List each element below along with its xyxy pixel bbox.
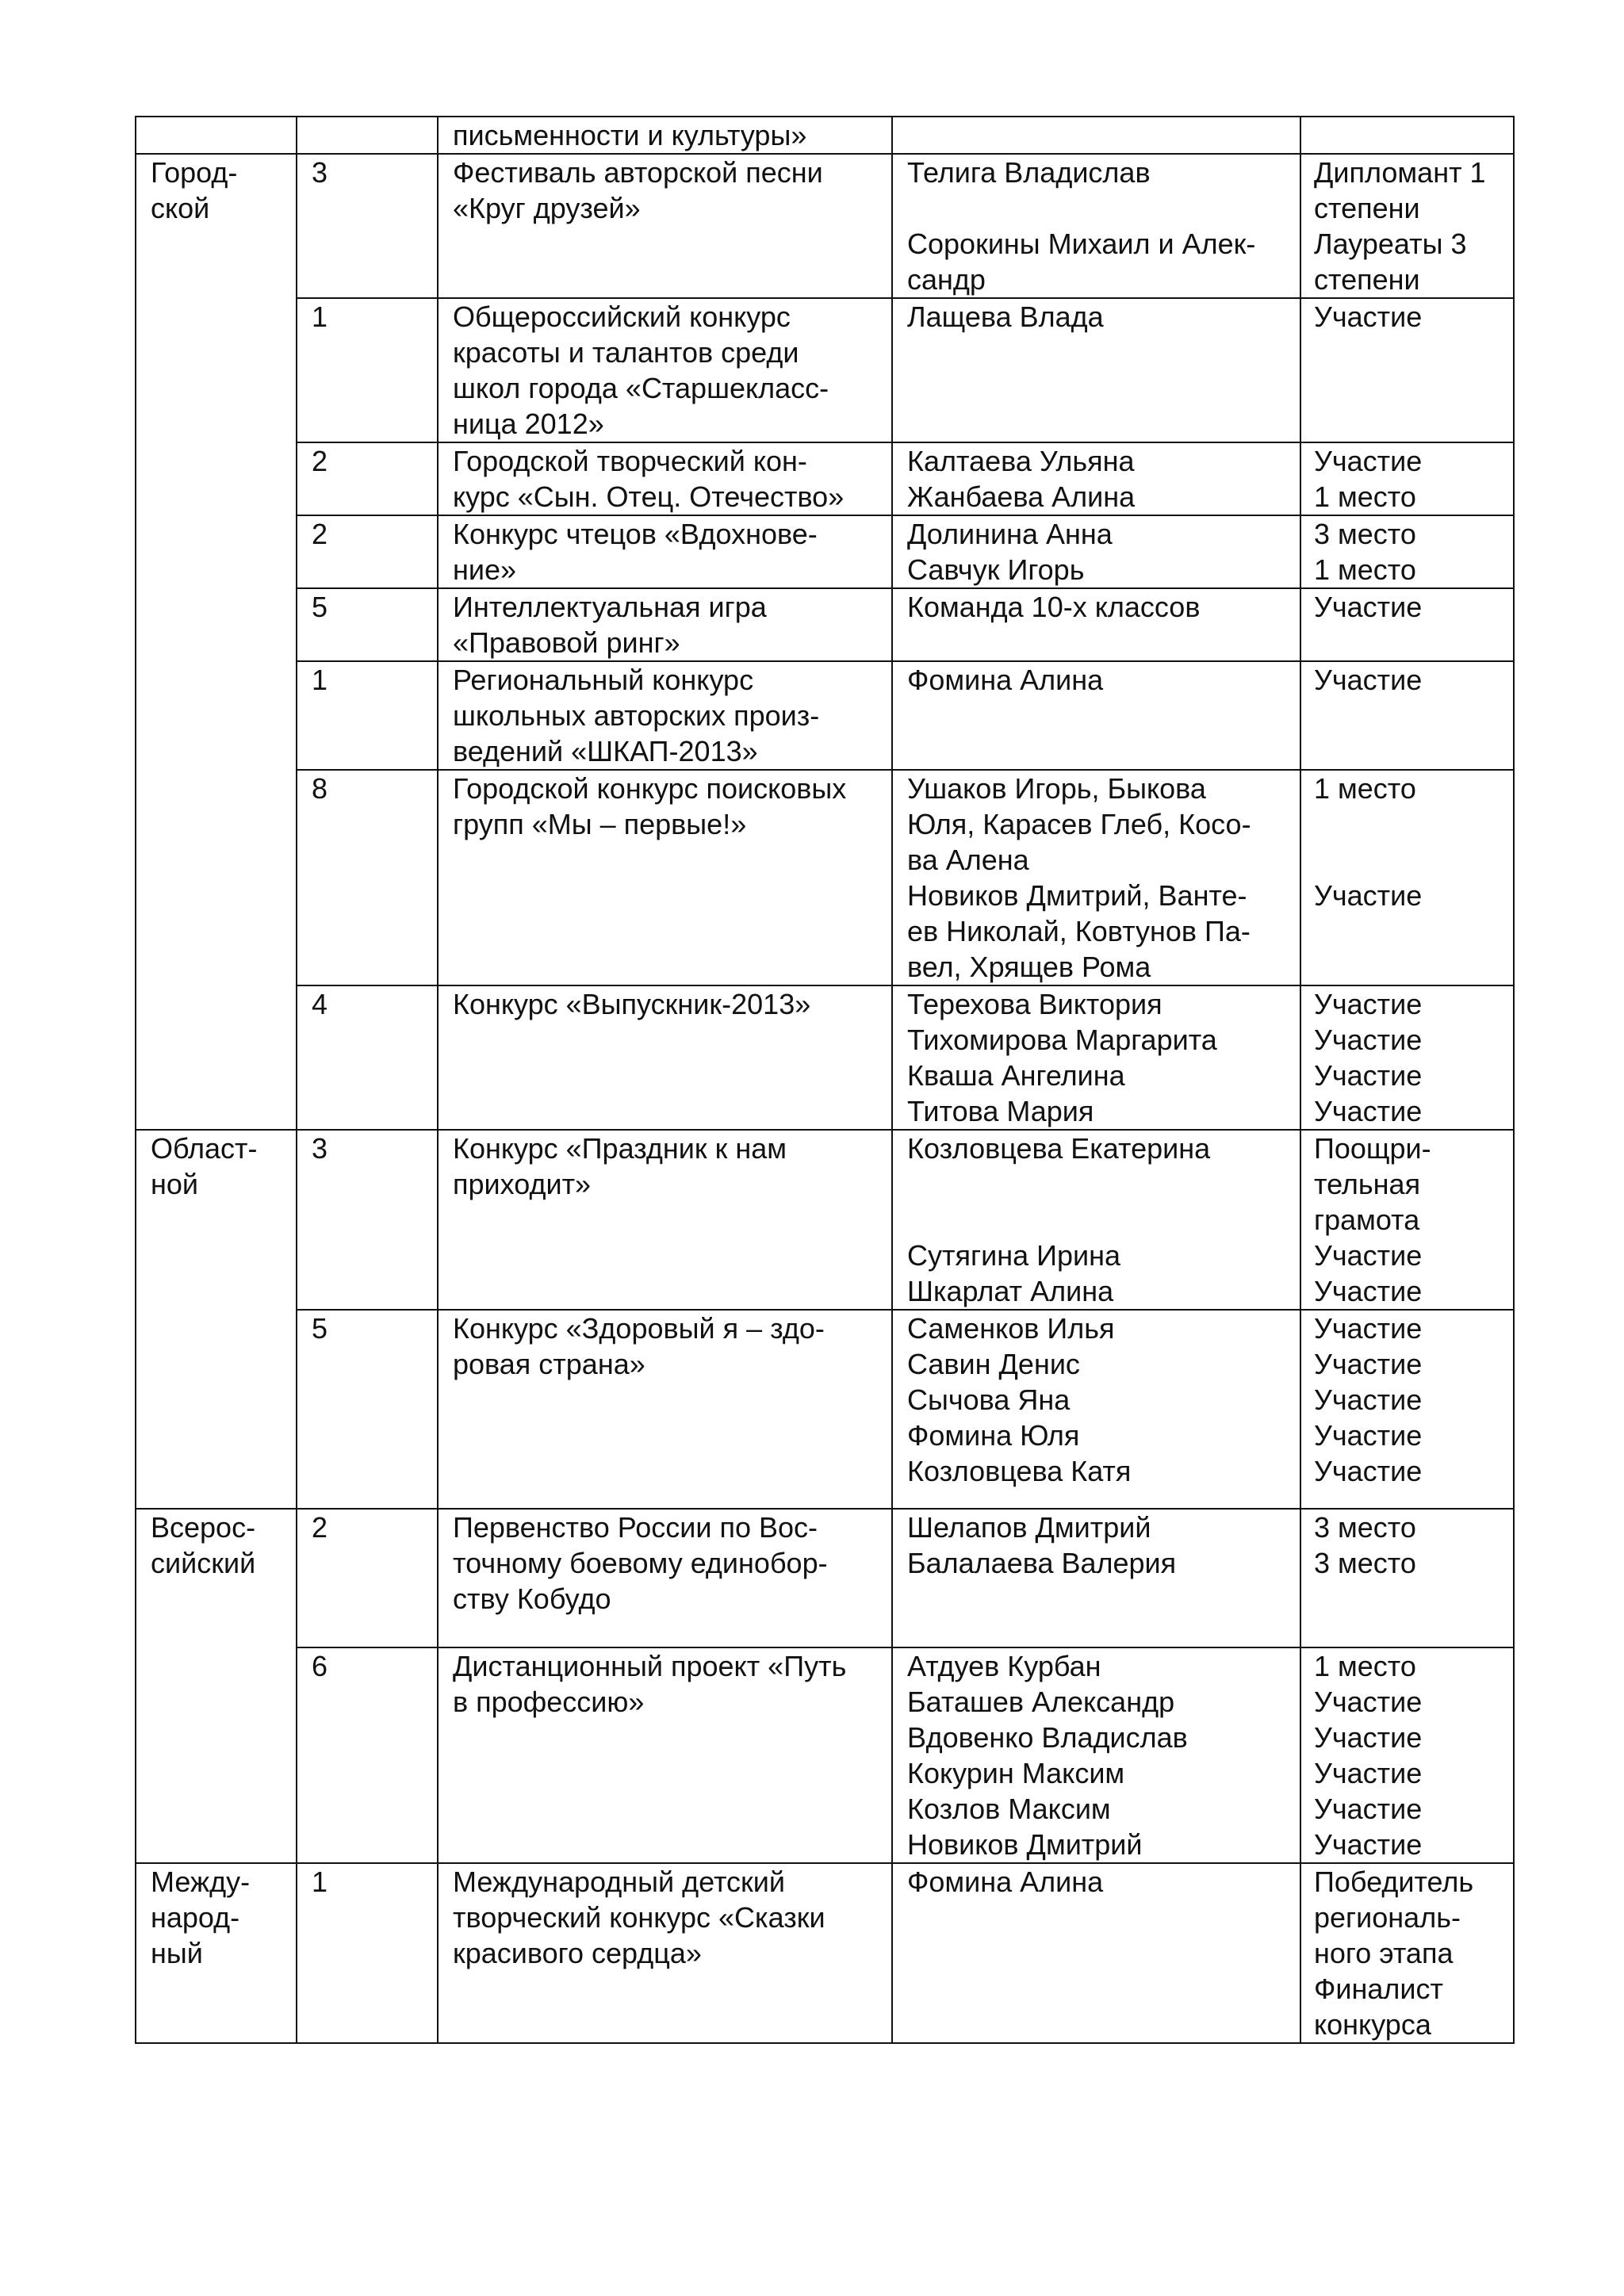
cell-line: тельная [1314,1168,1421,1200]
event-name-cell [438,1310,892,1509]
cell-line: Первенство России по Вос- [453,1511,818,1544]
table-row [136,442,1514,515]
cell-line: степени [1314,192,1420,224]
count-cell [297,515,438,588]
cell-line: Фомина Юля [907,1419,1080,1452]
cell-line: ской [151,192,210,224]
participants-cell [892,661,1300,770]
participant-count: 4 [312,988,328,1020]
cell-line: Участие [1314,445,1423,477]
event-name-cell [438,117,892,154]
cell-line: Участие [1314,1348,1423,1380]
cell-line: ев Николай, Ковтунов Па- [907,915,1251,947]
cell-line: ровая страна» [453,1348,645,1380]
cell-line: в профессию» [453,1686,645,1718]
event-name-cell [438,770,892,985]
participants-cell [892,154,1300,298]
result-cell [1300,1310,1514,1509]
cell-line [907,1166,1293,1202]
cell-line: Участие [1314,1275,1423,1307]
table-row [136,515,1514,588]
cell-line [907,1202,1293,1238]
table-row [136,1509,1514,1647]
participant-count: 1 [312,1866,328,1898]
cell-line: Лащева Влада [907,300,1104,333]
participant-count: 5 [312,591,328,623]
cell-line: региональ- [1314,1901,1461,1934]
participant-count: 1 [312,300,328,333]
cell-line: «Круг друзей» [453,192,641,224]
count-cell [297,442,438,515]
cell-line [1314,842,1507,878]
cell-line: 3 место [1314,1511,1416,1544]
cell-line: Долинина Анна [907,518,1113,550]
table-row [136,1863,1514,2043]
cell-line: Сутягина Ирина [907,1239,1121,1272]
cell-line: грамота [1314,1203,1420,1236]
cell-line: Калтаева Ульяна [907,445,1135,477]
count-cell [297,117,438,154]
cell-line: Новиков Дмитрий, Ванте- [907,879,1247,912]
cell-line: Козловцева Катя [907,1455,1132,1487]
cell-line: Фомина Алина [907,664,1104,696]
cell-line: творческий конкурс «Сказки [453,1901,825,1934]
cell-line: Общероссийский конкурс [453,300,791,333]
results-table-body [136,117,1514,2043]
cell-line: Сычова Яна [907,1383,1071,1416]
cell-line: Город- [151,156,238,189]
cell-line: сийский [151,1547,256,1579]
cell-line: Терехова Виктория [907,988,1162,1020]
count-cell [297,661,438,770]
cell-line: Поощри- [1314,1132,1431,1165]
cell-line: красивого сердца» [453,1937,702,1969]
count-cell [297,985,438,1130]
cell-line: Сорокины Михаил и Алек- [907,228,1256,260]
cell-line: Участие [1314,1419,1423,1452]
participants-cell [892,298,1300,442]
result-cell [1300,442,1514,515]
cell-line: Лауреаты 3 [1314,228,1467,260]
count-cell [297,298,438,442]
cell-line: Савин Денис [907,1348,1080,1380]
cell-line: Юля, Карасев Глеб, Косо- [907,808,1251,840]
cell-line: Баташев Александр [907,1686,1175,1718]
cell-line: степени [1314,263,1420,296]
participant-count: 2 [312,1511,328,1544]
cell-line: Ушаков Игорь, Быкова [907,772,1206,805]
cell-line: 3 место [1314,518,1416,550]
participant-count: 8 [312,772,328,805]
event-name-cell [438,661,892,770]
cell-line: Участие [1314,1383,1423,1416]
cell-line: Участие [1314,879,1423,912]
cell-line: Участие [1314,1793,1423,1825]
cell-line: Кваша Ангелина [907,1059,1125,1092]
event-name-cell [438,515,892,588]
cell-line: Участие [1314,1757,1423,1789]
cell-line: 1 место [1314,772,1416,805]
count-cell [297,1509,438,1647]
participants-cell [892,515,1300,588]
cell-line: Област- [151,1132,258,1165]
participant-count: 2 [312,518,328,550]
cell-line: Городской творческий кон- [453,445,807,477]
participants-cell [892,588,1300,661]
table-row [136,1310,1514,1509]
count-cell [297,1310,438,1509]
count-cell [297,770,438,985]
result-cell [1300,985,1514,1130]
cell-line: Конкурс «Праздник к нам [453,1132,787,1165]
count-cell [297,588,438,661]
cell-line: письменности и культуры» [453,119,807,151]
cell-line: ница 2012» [453,408,604,440]
table-row [136,1647,1514,1863]
table-row [136,298,1514,442]
result-cell [1300,1130,1514,1310]
level-cell [136,1863,297,2043]
participant-count: 2 [312,445,328,477]
table-row [136,985,1514,1130]
result-cell [1300,515,1514,588]
cell-line: Участие [1314,1721,1423,1754]
event-name-cell [438,1647,892,1863]
cell-line: Козлов Максим [907,1793,1111,1825]
participants-cell [892,770,1300,985]
cell-line: ведений «ШКАП-2013» [453,735,758,767]
cell-line: Атдуев Курбан [907,1650,1101,1682]
cell-line: Шкарлат Алина [907,1275,1114,1307]
cell-line: Участие [1314,300,1423,333]
cell-line: приходит» [453,1168,592,1200]
level-cell [136,154,297,1130]
cell-line: Финалист [1314,1973,1443,2005]
cell-line: Титова Мария [907,1095,1094,1127]
cell-line: 1 место [1314,1650,1416,1682]
cell-line: «Правовой ринг» [453,626,680,659]
participants-cell [892,1130,1300,1310]
level-cell [136,117,297,154]
cell-line: 1 место [1314,480,1416,513]
result-cell [1300,117,1514,154]
table-row [136,1130,1514,1310]
table-row [136,588,1514,661]
cell-line: ние» [453,553,517,586]
cell-line: Участие [1314,1455,1423,1487]
cell-line: Всерос- [151,1511,256,1544]
cell-line: Участие [1314,988,1423,1020]
participant-count: 6 [312,1650,328,1682]
cell-line: Шелапов Дмитрий [907,1511,1151,1544]
participants-cell [892,442,1300,515]
participants-cell [892,1863,1300,2043]
cell-line: сандр [907,263,986,296]
count-cell [297,154,438,298]
participant-count [312,117,431,153]
result-cell [1300,298,1514,442]
event-name-cell [438,442,892,515]
cell-line: Савчук Игорь [907,553,1085,586]
cell-line: ной [151,1168,199,1200]
cell-line: 3 место [1314,1547,1416,1579]
cell-line: Интеллектуальная игра [453,591,767,623]
participants-cell [892,1310,1300,1509]
event-name-cell [438,1509,892,1647]
cell-line: Победитель [1314,1866,1474,1898]
cell-line: Новиков Дмитрий [907,1828,1143,1861]
cell-line: школ города «Старшекласс- [453,372,829,404]
cell-line: школьных авторских произ- [453,699,820,732]
cell-line [1314,806,1507,842]
table-row [136,661,1514,770]
result-cell [1300,770,1514,985]
cell-line: вел, Хрящев Рома [907,951,1151,983]
cell-line: групп «Мы – первые!» [453,808,747,840]
cell-line: Конкурс чтецов «Вдохнове- [453,518,818,550]
event-name-cell [438,154,892,298]
cell-line: Саменков Илья [907,1312,1115,1345]
result-cell [1300,1863,1514,2043]
cell-line: ного этапа [1314,1937,1454,1969]
event-name-cell [438,1130,892,1310]
event-name-cell [438,298,892,442]
cell-line [907,190,1293,226]
cell-line: Тихомирова Маргарита [907,1024,1217,1056]
event-name-cell [438,985,892,1130]
count-cell [297,1647,438,1863]
results-table [135,116,1515,2044]
cell-line: ный [151,1937,203,1969]
cell-line: Участие [1314,1059,1423,1092]
participant-count: 5 [312,1312,328,1345]
cell-line: Фестиваль авторской песни [453,156,823,189]
cell-line: Участие [1314,1024,1423,1056]
cell-line: конкурса [1314,2008,1431,2041]
event-name-cell [438,588,892,661]
level-cell [136,1130,297,1509]
cell-line: народ- [151,1901,240,1934]
result-cell [1300,1509,1514,1647]
cell-line: Команда 10-х классов [907,591,1201,623]
participants-cell [892,117,1300,154]
cell-line: курс «Сын. Отец. Отечество» [453,480,845,513]
cell-line: Телига Владислав [907,156,1151,189]
cell-line: красоты и талантов среди [453,336,799,369]
cell-line: Конкурс «Выпускник-2013» [453,988,811,1020]
cell-line: Жанбаева Алина [907,480,1136,513]
cell-line: Кокурин Максим [907,1757,1125,1789]
cell-line: Дистанционный проект «Путь [453,1650,847,1682]
cell-line: Участие [1314,1686,1423,1718]
count-cell [297,1863,438,2043]
cell-line: ва Алена [907,844,1029,876]
cell-line: Козловцева Екатерина [907,1132,1211,1165]
cell-line: ству Кобудо [453,1582,611,1615]
participant-count: 3 [312,1132,328,1165]
participants-cell [892,985,1300,1130]
table-row [136,770,1514,985]
participant-count: 1 [312,664,328,696]
cell-line: Участие [1314,1312,1423,1345]
cell-line: Конкурс «Здоровый я – здо- [453,1312,825,1345]
level-cell [136,1509,297,1863]
result-cell [1300,588,1514,661]
cell-line: Городской конкурс поисковых [453,772,847,805]
cell-line: Между- [151,1866,251,1898]
cell-line: Вдовенко Владислав [907,1721,1188,1754]
cell-line: Фомина Алина [907,1866,1104,1898]
cell-line: Балалаева Валерия [907,1547,1177,1579]
cell-line: Международный детский [453,1866,786,1898]
participant-count: 3 [312,156,328,189]
cell-line: Участие [1314,664,1423,696]
cell-line: Участие [1314,1095,1423,1127]
table-row [136,117,1514,154]
cell-line: Дипломант 1 [1314,156,1486,189]
cell-line: точному боевому единобор- [453,1547,828,1579]
cell-line: Региональный конкурс [453,664,754,696]
cell-line: 1 место [1314,553,1416,586]
cell-line: Участие [1314,1239,1423,1272]
participants-cell [892,1647,1300,1863]
count-cell [297,1130,438,1310]
cell-line: Участие [1314,1828,1423,1861]
event-name-cell [438,1863,892,2043]
result-cell [1300,154,1514,298]
result-cell [1300,661,1514,770]
result-cell [1300,1647,1514,1863]
participants-cell [892,1509,1300,1647]
table-row [136,154,1514,298]
cell-line: Участие [1314,591,1423,623]
